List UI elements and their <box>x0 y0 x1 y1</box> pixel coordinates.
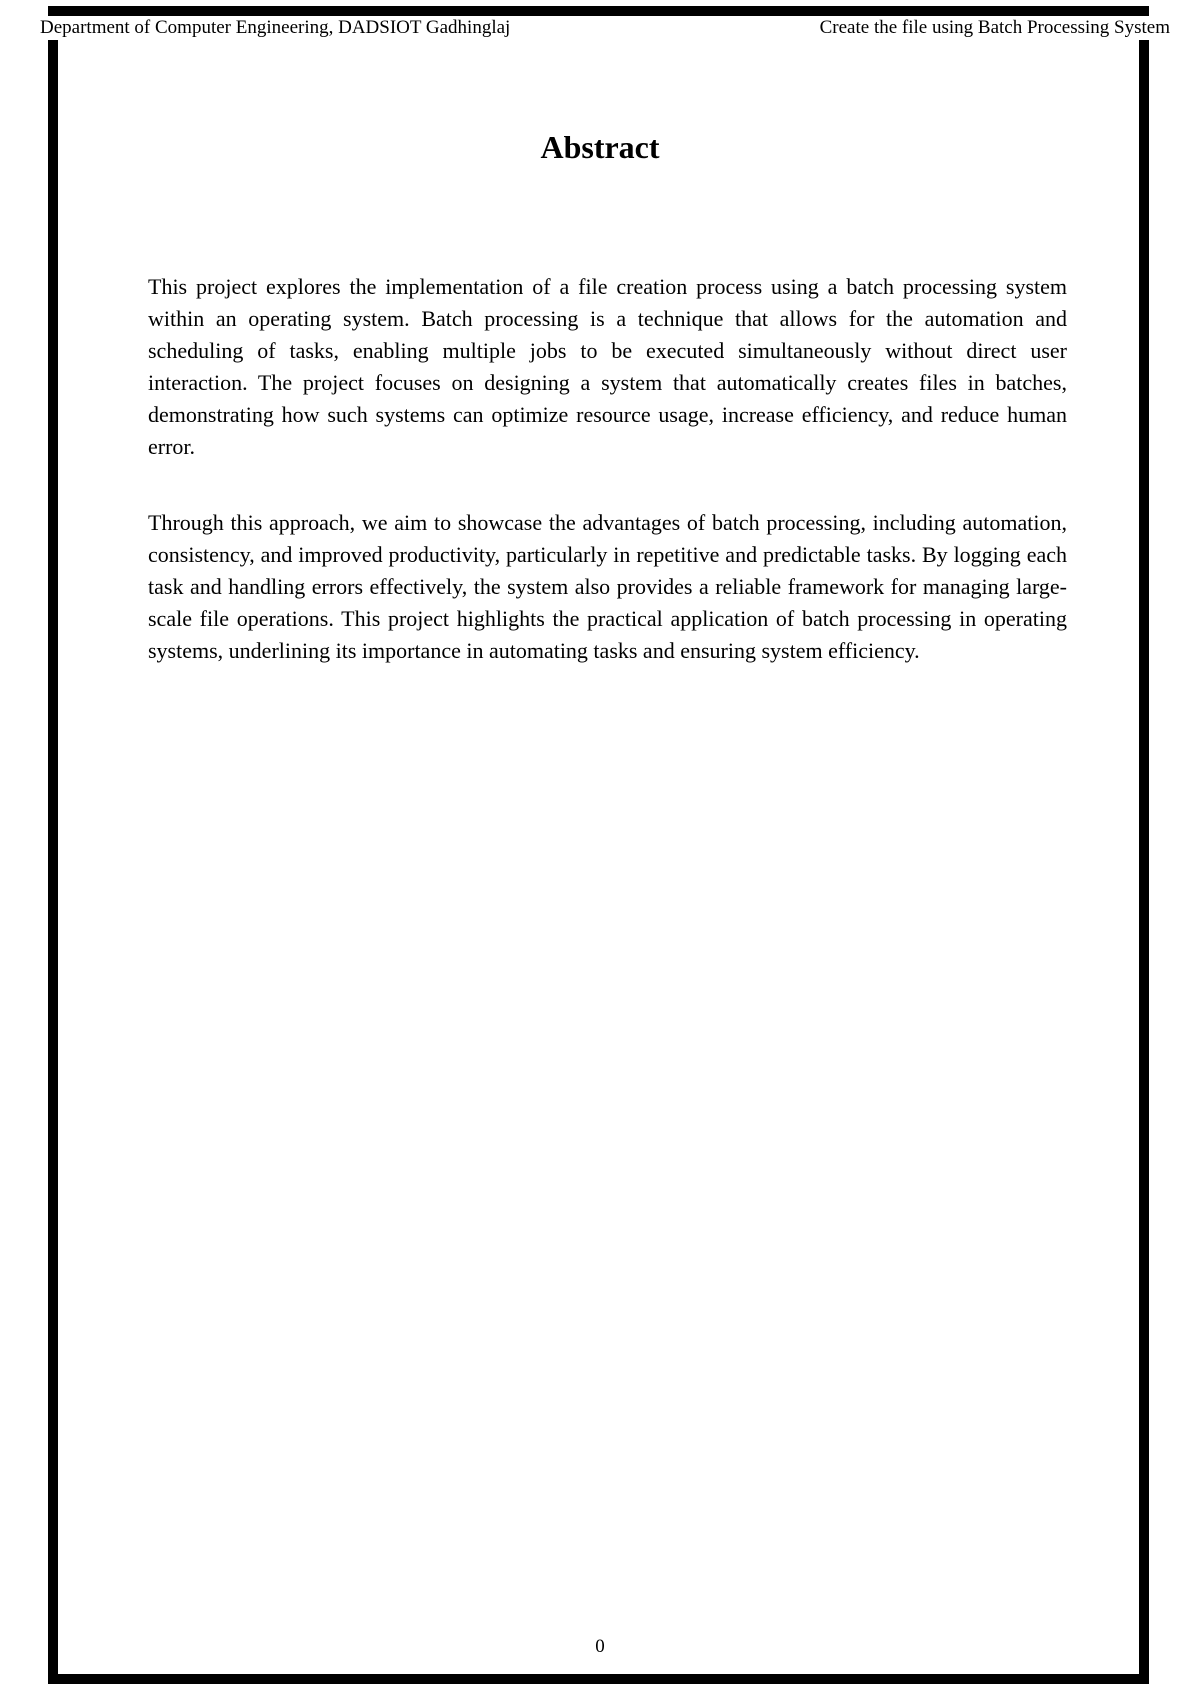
paragraph-1: This project explores the implementation of a file creation process using a batch processing system within an operating system. Batch processing is a technique that allows for the automation and scheduling of tasks, enabling multiple jobs to be executed simultaneously without direct user interaction. The project focuses on designing a system that automatically creates files in batches, demonstrating how such systems can optimize resource usage, increase efficiency, and reduce human error. <box>148 274 1067 459</box>
abstract-body <box>148 271 1067 711</box>
header-project-title: Create the file using Batch Processing System <box>819 17 1170 38</box>
header-department: Department of Computer Engineering, DADSIOT Gadhinglaj <box>40 17 511 38</box>
page-border <box>48 6 1149 1684</box>
paragraph-2: Through this approach, we aim to showcase the advantages of batch processing, including automation, consistency, and improved productivity, particularly in repetitive and predictable tasks. By logging each task and handling errors effectively, the system also provides a reliable framework for managing large-scale file operations. This project highlights the practical application of batch processing in operating systems, underlining its importance in automating tasks and ensuring system efficiency. <box>148 510 1067 663</box>
page-number: 0 <box>595 1636 605 1657</box>
page-title: Abstract <box>540 129 660 165</box>
